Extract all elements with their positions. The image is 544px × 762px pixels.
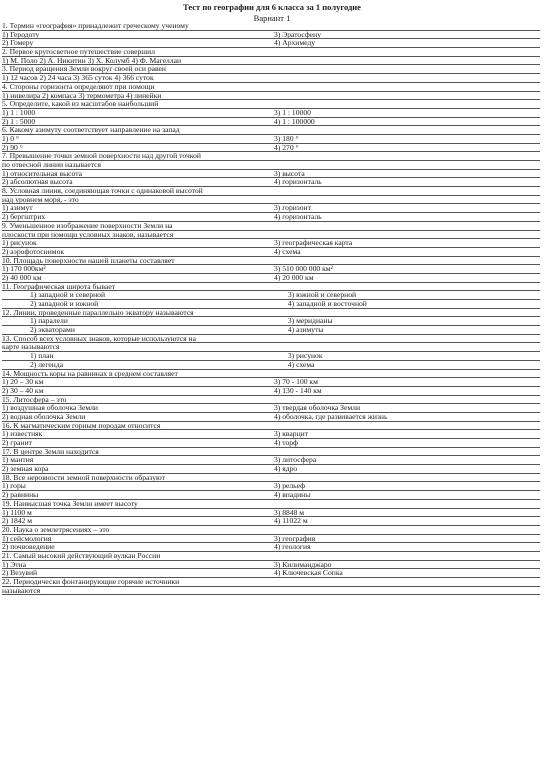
answer-row [2, 317, 540, 326]
answer-option-left: 2) легенда [30, 360, 64, 369]
question-text: над уровнем моря, - это [2, 195, 79, 204]
answer-option-left: 2) 1842 м [2, 517, 33, 525]
answer-option-right: 3) южной и северной [287, 291, 357, 299]
answer-option-left: 1) сейсмология [2, 534, 52, 543]
answer-row [2, 456, 540, 465]
question-text: 21. Самый высокий действующий вулкан России [2, 551, 161, 560]
answer-option-left: 1) 20 – 30 км [2, 378, 44, 386]
question-text: 16. К магматическим горным породам относится [2, 421, 161, 430]
answer-option-right: 4) впадины [274, 491, 311, 499]
question-text: 1) М. Поло 2) А. Никитин 3) Х. Колумб 4) Ф. Магеллан [2, 56, 182, 65]
question-text: 7. Превышение точки земной поверхности над другой точкой [2, 152, 201, 160]
answer-option-left: 1) азимут [2, 204, 33, 213]
answer-option-right: 4) 1 : 100000 [274, 117, 315, 126]
answer-option-right: 3) 1 : 10000 [274, 108, 311, 117]
question-text: 18. Все неровности земной поверхности образуют [2, 473, 165, 482]
answer-option-left: 2) 30 – 40 км [2, 386, 44, 395]
document-subtitle: Вариант 1 [253, 13, 291, 23]
question-row [2, 74, 540, 83]
answer-row [2, 31, 540, 40]
answer-row [2, 109, 540, 118]
answer-row [2, 248, 540, 257]
question-row [2, 578, 540, 587]
answer-option-right: 3) 8848 м [274, 508, 305, 517]
question-text: 1) нивелира 2) компаса 3) термометра 4) линейки [2, 91, 162, 100]
question-text: 9. Уменьшенное изображение поверхности Земли на [2, 221, 173, 230]
question-row [2, 552, 540, 561]
answer-row [2, 465, 540, 474]
answer-option-right: 4) ядро [274, 465, 298, 473]
answer-option-left: 1) западной и северной [30, 291, 106, 299]
question-row [2, 196, 540, 205]
answer-option-right: 3) литосфера [274, 456, 317, 465]
answer-option-right: 3) высота [274, 169, 305, 178]
answer-option-right: 4) западной и восточной [287, 300, 367, 308]
question-row [2, 370, 540, 379]
answer-option-right: 4) горизонталь [274, 213, 322, 221]
answer-row [2, 213, 540, 222]
question-row [2, 126, 540, 135]
answer-option-left: 1) мантия [2, 456, 34, 465]
answer-row [2, 491, 540, 500]
answer-row [2, 569, 540, 578]
answer-row [2, 265, 540, 274]
question-row [2, 257, 540, 266]
answer-option-right: 3) Килиманджаро [274, 560, 332, 569]
question-row [2, 283, 540, 292]
answer-option-right: 3) 510 000 000 км² [274, 265, 333, 273]
answer-option-left: 1) Геродоту [2, 30, 40, 39]
answer-row [2, 204, 540, 213]
question-text: 12. Линии, проведенные параллельно экватору называются [2, 308, 194, 317]
question-row [2, 335, 540, 344]
answer-option-left: 1) воздушная оболочка Земли [2, 404, 98, 412]
answer-option-right: 3) кварцит [274, 430, 309, 438]
answer-option-right: 4) схема [274, 247, 301, 256]
answer-option-right: 3) география [274, 534, 316, 543]
question-row [2, 161, 540, 170]
answer-option-left: 2) бергштрих [2, 213, 46, 221]
answer-row [2, 352, 540, 361]
question-text: 11. Географическая широта бывает [2, 282, 116, 291]
answer-option-right: 3) меридианы [287, 317, 333, 326]
answer-row [2, 144, 540, 153]
answer-option-left: 1) паралели [30, 317, 68, 326]
answer-option-left: 2) экваторами [30, 326, 75, 334]
answer-option-right: 3) 70 - 100 км [274, 378, 318, 386]
question-text: 1) 12 часов 2) 24 часа 3) 365 суток 4) 366 суток [2, 74, 154, 82]
answer-option-right: 4) 11022 м [274, 517, 308, 525]
answer-option-right: 4) оболочка, где развивается жизнь [274, 412, 388, 421]
answer-row [2, 517, 540, 526]
answer-row [2, 413, 540, 422]
answer-option-left: 2) 40 000 км [2, 273, 42, 282]
answer-row [2, 178, 540, 187]
answer-row [2, 439, 540, 448]
question-row [2, 222, 540, 231]
answer-option-left: 1) рисунок [2, 239, 37, 247]
answer-option-left: 1) горы [2, 482, 26, 491]
question-row [2, 231, 540, 240]
question-row [2, 22, 540, 31]
question-text: 10. Площадь поверхности нашей планеты составляет [2, 256, 175, 265]
answer-option-left: 2) 1 : 5000 [2, 117, 36, 126]
answer-option-right: 3) рельеф [274, 482, 306, 491]
question-text: плоскости при помощи условных знаков, называется [2, 230, 174, 239]
answer-option-right: 4) Архимеду [274, 39, 316, 48]
answer-option-left: 1) известняк [2, 430, 43, 438]
answer-option-right: 4) торф [274, 439, 298, 447]
answer-option-left: 1) 1100 м [2, 508, 32, 517]
document-title: Тест по географии для 6 класса за 1 полугодие [183, 2, 361, 12]
answer-option-right: 3) 180 ° [274, 134, 299, 143]
question-row [2, 100, 540, 109]
question-row [2, 92, 540, 101]
answer-option-left: 1) 170 000км² [2, 265, 46, 273]
answer-row [2, 404, 540, 413]
question-row [2, 152, 540, 161]
answer-option-left: 2) гранит [2, 439, 32, 447]
question-text: 4. Стороны горизонта определяют при помощи [2, 82, 155, 91]
question-text: 5. Определите, какой из масштабов наибольший [2, 100, 159, 108]
answer-option-right: 4) Ключевская Сопка [274, 569, 343, 577]
answer-row [2, 387, 540, 396]
answer-row [2, 561, 540, 570]
question-text: 6. Какому азимуту соответствует направление на запад [2, 126, 180, 134]
answer-option-right: 4) горизонталь [274, 178, 322, 187]
answer-row [2, 543, 540, 552]
question-text: 13. Способ всех условных знаков, которые используются на [2, 334, 196, 343]
answer-option-left: 2) 90 ° [2, 143, 23, 152]
answer-row [2, 170, 540, 179]
question-row [2, 448, 540, 457]
answer-option-right: 4) азимуты [287, 326, 324, 334]
answer-option-right: 3) горизонт [274, 204, 311, 213]
answer-option-left: 2) Гомеру [2, 39, 34, 48]
question-text: 15. Литосфера – это [2, 395, 67, 404]
answer-row [2, 535, 540, 544]
question-text: 22. Периодически фонтанирующие горячие источники [2, 578, 180, 586]
answer-option-right: 3) географическая карта [274, 239, 353, 247]
answer-row [2, 300, 540, 309]
question-row [2, 57, 540, 66]
question-text: 19. Наивысшая точка Земли имеет высоту [2, 499, 138, 508]
answer-row [2, 326, 540, 335]
question-text: 14. Мощность коры на равнинах в среднем составляет [2, 369, 178, 378]
question-row [2, 309, 540, 318]
question-row [2, 587, 540, 596]
answer-option-left: 1) 1 : 1000 [2, 108, 36, 117]
answer-option-right: 4) 270 ° [274, 143, 299, 152]
question-text: называются [2, 586, 41, 595]
question-row [2, 83, 540, 92]
answer-option-right: 3) рисунок [287, 352, 323, 360]
answer-row [2, 430, 540, 439]
answer-row [2, 118, 540, 127]
question-row [2, 500, 540, 509]
answer-option-left: 2) водная оболочка Земли [2, 412, 86, 421]
answer-option-left: 2) западной и южной [30, 300, 99, 308]
answer-option-left: 1) 0 ° [2, 134, 19, 143]
answer-option-right: 4) схема [287, 360, 315, 369]
question-row [2, 187, 540, 196]
answer-option-left: 2) равнины [2, 491, 39, 499]
answer-row [2, 39, 540, 48]
question-row [2, 343, 540, 352]
answer-row [2, 361, 540, 370]
question-text: 20. Наука о землетрясениях – это [2, 525, 110, 534]
answer-option-left: 2) аэрофотоснимок [2, 247, 65, 256]
question-row [2, 474, 540, 483]
answer-row [2, 135, 540, 144]
question-text: 17. В центре Земли находится [2, 447, 99, 456]
question-row [2, 48, 540, 57]
answer-option-right: 3) твердая оболочка Земли [274, 404, 361, 412]
answer-option-left: 1) план [30, 352, 54, 360]
question-row [2, 422, 540, 431]
answer-option-right: 4) 130 - 140 км [274, 386, 322, 395]
question-row [2, 65, 540, 74]
question-row [2, 396, 540, 405]
answer-option-right: 4) геология [274, 543, 311, 551]
answer-option-left: 2) земная кора [2, 465, 49, 473]
question-text: 8. Условная линия, соединяющая точки с одинаковой высотой [2, 187, 203, 195]
answer-option-right: 4) 20 000 км [274, 273, 314, 282]
answer-row [2, 291, 540, 300]
answer-option-left: 2) абсолютная высота [2, 178, 73, 187]
answer-option-left: 2) почвоведение [2, 543, 55, 551]
answer-option-right: 3) Эратосфену [274, 30, 322, 39]
question-text: по отвесной линии называется [2, 161, 102, 169]
answer-row [2, 239, 540, 248]
answer-option-left: 1) относительная высота [2, 169, 83, 178]
question-text: карте называются [2, 343, 60, 352]
answer-row [2, 482, 540, 491]
question-text: 1. Термин «география» принадлежит греческому ученому [2, 22, 189, 30]
test-sheet [2, 22, 540, 595]
answer-row [2, 509, 540, 518]
question-text: 3. Период вращения Земли вокруг своей оси равен [2, 65, 166, 74]
answer-row [2, 274, 540, 283]
question-row [2, 526, 540, 535]
answer-row [2, 378, 540, 387]
question-text: 2. Первое кругосветное путешествие совершил [2, 48, 155, 56]
answer-option-left: 1) Этна [2, 560, 26, 569]
answer-option-left: 2) Везувий [2, 569, 38, 577]
